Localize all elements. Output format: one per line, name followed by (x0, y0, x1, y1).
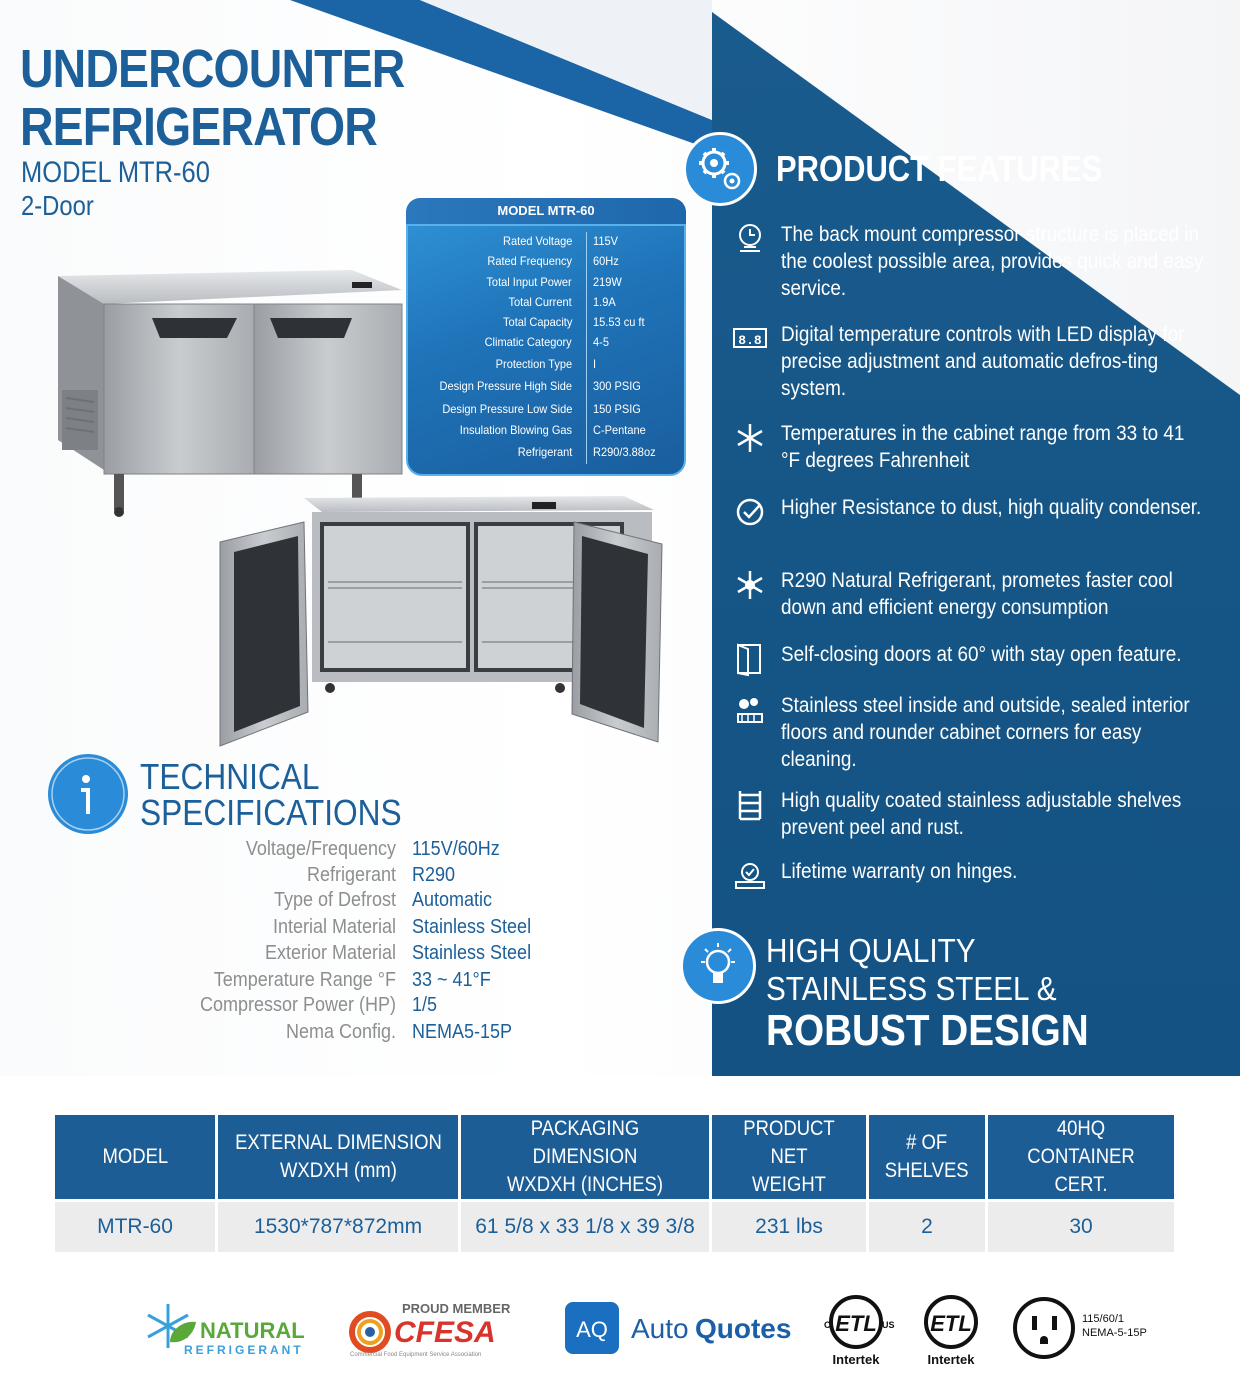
autoquotes-logo (565, 1300, 805, 1356)
tech-spec-label: Type of Defrost (273, 889, 396, 911)
tech-spec-row (0, 969, 700, 995)
door-count-heading: 2-Door (21, 190, 94, 221)
etl-listed-logo (818, 1294, 898, 1368)
warranty-icon (730, 858, 770, 894)
autoquotes-word1: Auto (631, 1313, 689, 1344)
spec-label: Total Current (508, 295, 572, 309)
table-cell-container: 30 (988, 1202, 1174, 1252)
spec-value: C-Pentane (593, 423, 646, 437)
spec-value: 150 PSIG (593, 402, 641, 416)
technical-specs-title-line1: TECHNICAL (140, 756, 320, 797)
feature-text: Higher Resistance to dust, high quality condenser. (781, 496, 1202, 519)
tech-spec-value: Stainless Steel (412, 942, 532, 964)
feature-text: Stainless steel inside and outside, sealed interior floors and rounder cabinet corners for easy cleaning. (781, 694, 1190, 771)
spec-label: Design Pressure High Side (439, 379, 572, 393)
spec-label: Climatic Category (484, 335, 572, 349)
tech-spec-label: Voltage/Frequency (245, 838, 396, 860)
led-display-icon (730, 321, 770, 357)
etl1-brand: Intertek (832, 1352, 880, 1367)
spec-row (406, 402, 686, 422)
cfesa-logo (348, 1300, 548, 1360)
shelves-icon (730, 787, 770, 823)
page-title-line2: REFRIGERATOR (20, 97, 377, 157)
spec-label: Total Input Power (486, 275, 572, 289)
info-icon (48, 754, 128, 834)
nema-line1: 115/60/1 (1082, 1313, 1125, 1325)
page-title-line1: UNDERCOUNTER (20, 39, 405, 99)
table-header-cell: MODEL (55, 1115, 215, 1199)
tech-spec-row (0, 1021, 700, 1047)
fridge-closed-image (52, 270, 404, 520)
cfesa-main-text: CFESA (394, 1316, 496, 1349)
dimensions-table (52, 1112, 1177, 1255)
tech-spec-label: Nema Config. (285, 1021, 396, 1043)
feature-text: R290 Natural Refrigerant, prometes faster cool down and efficient energy consumption (781, 569, 1173, 619)
spec-value: 15.53 cu ft (593, 315, 645, 329)
spec-label: Protection Type (495, 357, 572, 371)
leaf-snowflake-icon (730, 567, 770, 603)
feature-text: High quality coated stainless adjustable shelves prevent peel and rust. (781, 789, 1182, 839)
tech-spec-row (0, 864, 700, 890)
table-header-row (55, 1115, 1174, 1199)
autoquotes-word2: Quotes (695, 1313, 792, 1344)
table-header-cell: PRODUCT NET WEIGHT (712, 1115, 866, 1199)
tech-spec-label: Interial Material (272, 916, 396, 938)
highlight-line1: HIGH QUALITY (766, 932, 976, 969)
tech-spec-value: R290 (412, 864, 456, 886)
spec-label: Rated Voltage (502, 234, 572, 248)
lightbulb-icon (680, 928, 756, 1004)
spec-value: 219W (593, 275, 622, 289)
model-spec-card (406, 198, 686, 476)
check-circle-icon (730, 494, 770, 530)
tech-spec-value: Stainless Steel (412, 916, 532, 938)
tech-spec-label: Compressor Power (HP) (199, 994, 396, 1016)
spec-row (406, 335, 686, 355)
cleaning-icon (730, 692, 770, 728)
tech-spec-row (0, 942, 700, 968)
etl2-mark: ETL (930, 1311, 972, 1336)
autoquotes-badge: AQ (576, 1317, 608, 1342)
tech-spec-value: 1/5 (412, 994, 438, 1016)
highlight-line2: STAINLESS STEEL & (766, 970, 1057, 1007)
spec-value: 300 PSIG (593, 379, 641, 393)
model-heading: MODEL MTR-60 (21, 156, 210, 189)
nema-plug-logo (1012, 1296, 1162, 1360)
tech-spec-row (0, 994, 700, 1020)
cfesa-sub-text: Commercial Food Equipment Service Association (350, 1352, 482, 1358)
feature-text: Temperatures in the cabinet range from 33 to 41 °F degrees Fahrenheit (781, 422, 1185, 472)
spec-value: 1.9A (593, 295, 616, 309)
spec-value: 60Hz (593, 254, 619, 268)
door-icon (730, 641, 770, 677)
feature-text: Self-closing doors at 60° with stay open feature. (781, 643, 1182, 666)
tech-spec-value: NEMA5-15P (412, 1021, 513, 1043)
table-header-cell: EXTERNAL DIMENSION WXDXH (mm) (218, 1115, 458, 1199)
spec-value: 115V (593, 234, 618, 248)
spec-label: Refrigerant (517, 445, 572, 459)
feature-text: Digital temperature controls with LED display for precise adjustment and automatic defros-ting system. (781, 323, 1185, 400)
table-cell-net-weight: 231 lbs (712, 1202, 866, 1252)
tech-spec-value: 33 ~ 41°F (412, 969, 491, 991)
technical-specs-title-line2: SPECIFICATIONS (140, 792, 402, 833)
table-cell-packaging-dimension: 61 5/8 x 33 1/8 x 39 3/8 (461, 1202, 709, 1252)
spec-row (406, 423, 686, 443)
spec-row (406, 315, 686, 335)
spec-row (406, 445, 686, 465)
natural-logo-word1: NATURAL (200, 1318, 305, 1343)
table-row (55, 1202, 1174, 1252)
spec-label: Rated Frequency (487, 254, 572, 268)
tech-spec-value: Automatic (412, 889, 493, 911)
product-features-title: PRODUCT FEATURES (776, 148, 1103, 189)
compressor-icon (730, 221, 770, 257)
table-cell-shelves: 2 (869, 1202, 985, 1252)
snowflake-icon (730, 420, 770, 456)
spec-label: Total Capacity (502, 315, 572, 329)
cfesa-top-text: PROUD MEMBER (402, 1301, 511, 1316)
table-cell-model: MTR-60 (55, 1202, 215, 1252)
tech-spec-row (0, 916, 700, 942)
spec-label: Insulation Blowing Gas (459, 423, 572, 437)
tech-spec-value: 115V/60Hz (412, 838, 500, 860)
etl1-c: C (824, 1320, 831, 1330)
spec-row (406, 295, 686, 315)
spec-row (406, 357, 686, 377)
etl1-us: US (882, 1320, 895, 1330)
highlight-line3: ROBUST DESIGN (766, 1006, 1089, 1055)
etl2-brand: Intertek (927, 1352, 975, 1367)
tech-spec-row (0, 889, 700, 915)
spec-value: 4-5 (593, 335, 609, 349)
feature-text: Lifetime warranty on hinges. (781, 860, 1018, 883)
spec-card-title: MODEL MTR-60 (406, 198, 686, 224)
tech-spec-row (0, 838, 700, 864)
spec-row (406, 254, 686, 274)
tech-spec-label: Temperature Range °F (213, 969, 396, 991)
tech-spec-label: Refrigerant (306, 864, 396, 886)
fridge-open-image (212, 492, 670, 748)
table-cell-external-dimension: 1530*787*872mm (218, 1202, 458, 1252)
table-header-cell: PACKAGING DIMENSION WXDXH (INCHES) (461, 1115, 709, 1199)
feature-text: The back mount compressor structure is placed in the coolest possible area, provides quick and easy service. (781, 223, 1204, 300)
natural-logo-word2: REFRIGERANT (184, 1343, 304, 1357)
gears-icon (683, 132, 757, 206)
spec-row (406, 379, 686, 399)
natural-refrigerant-logo (140, 1298, 340, 1360)
tech-spec-label: Exterior Material (264, 942, 396, 964)
nema-line2: NEMA-5-15P (1082, 1327, 1147, 1339)
etl-sanitation-logo (918, 1294, 984, 1368)
spec-row (406, 275, 686, 295)
spec-value: I (593, 357, 597, 371)
etl1-mark: ETL (835, 1311, 877, 1336)
spec-value: R290/3.88oz (593, 445, 656, 459)
table-header-cell: 40HQ CONTAINER CERT. (988, 1115, 1174, 1199)
table-header-cell: # OF SHELVES (869, 1115, 985, 1199)
spec-label: Design Pressure Low Side (441, 402, 572, 416)
spec-row (406, 234, 686, 254)
svg-text:8.8: 8.8 (738, 333, 762, 348)
